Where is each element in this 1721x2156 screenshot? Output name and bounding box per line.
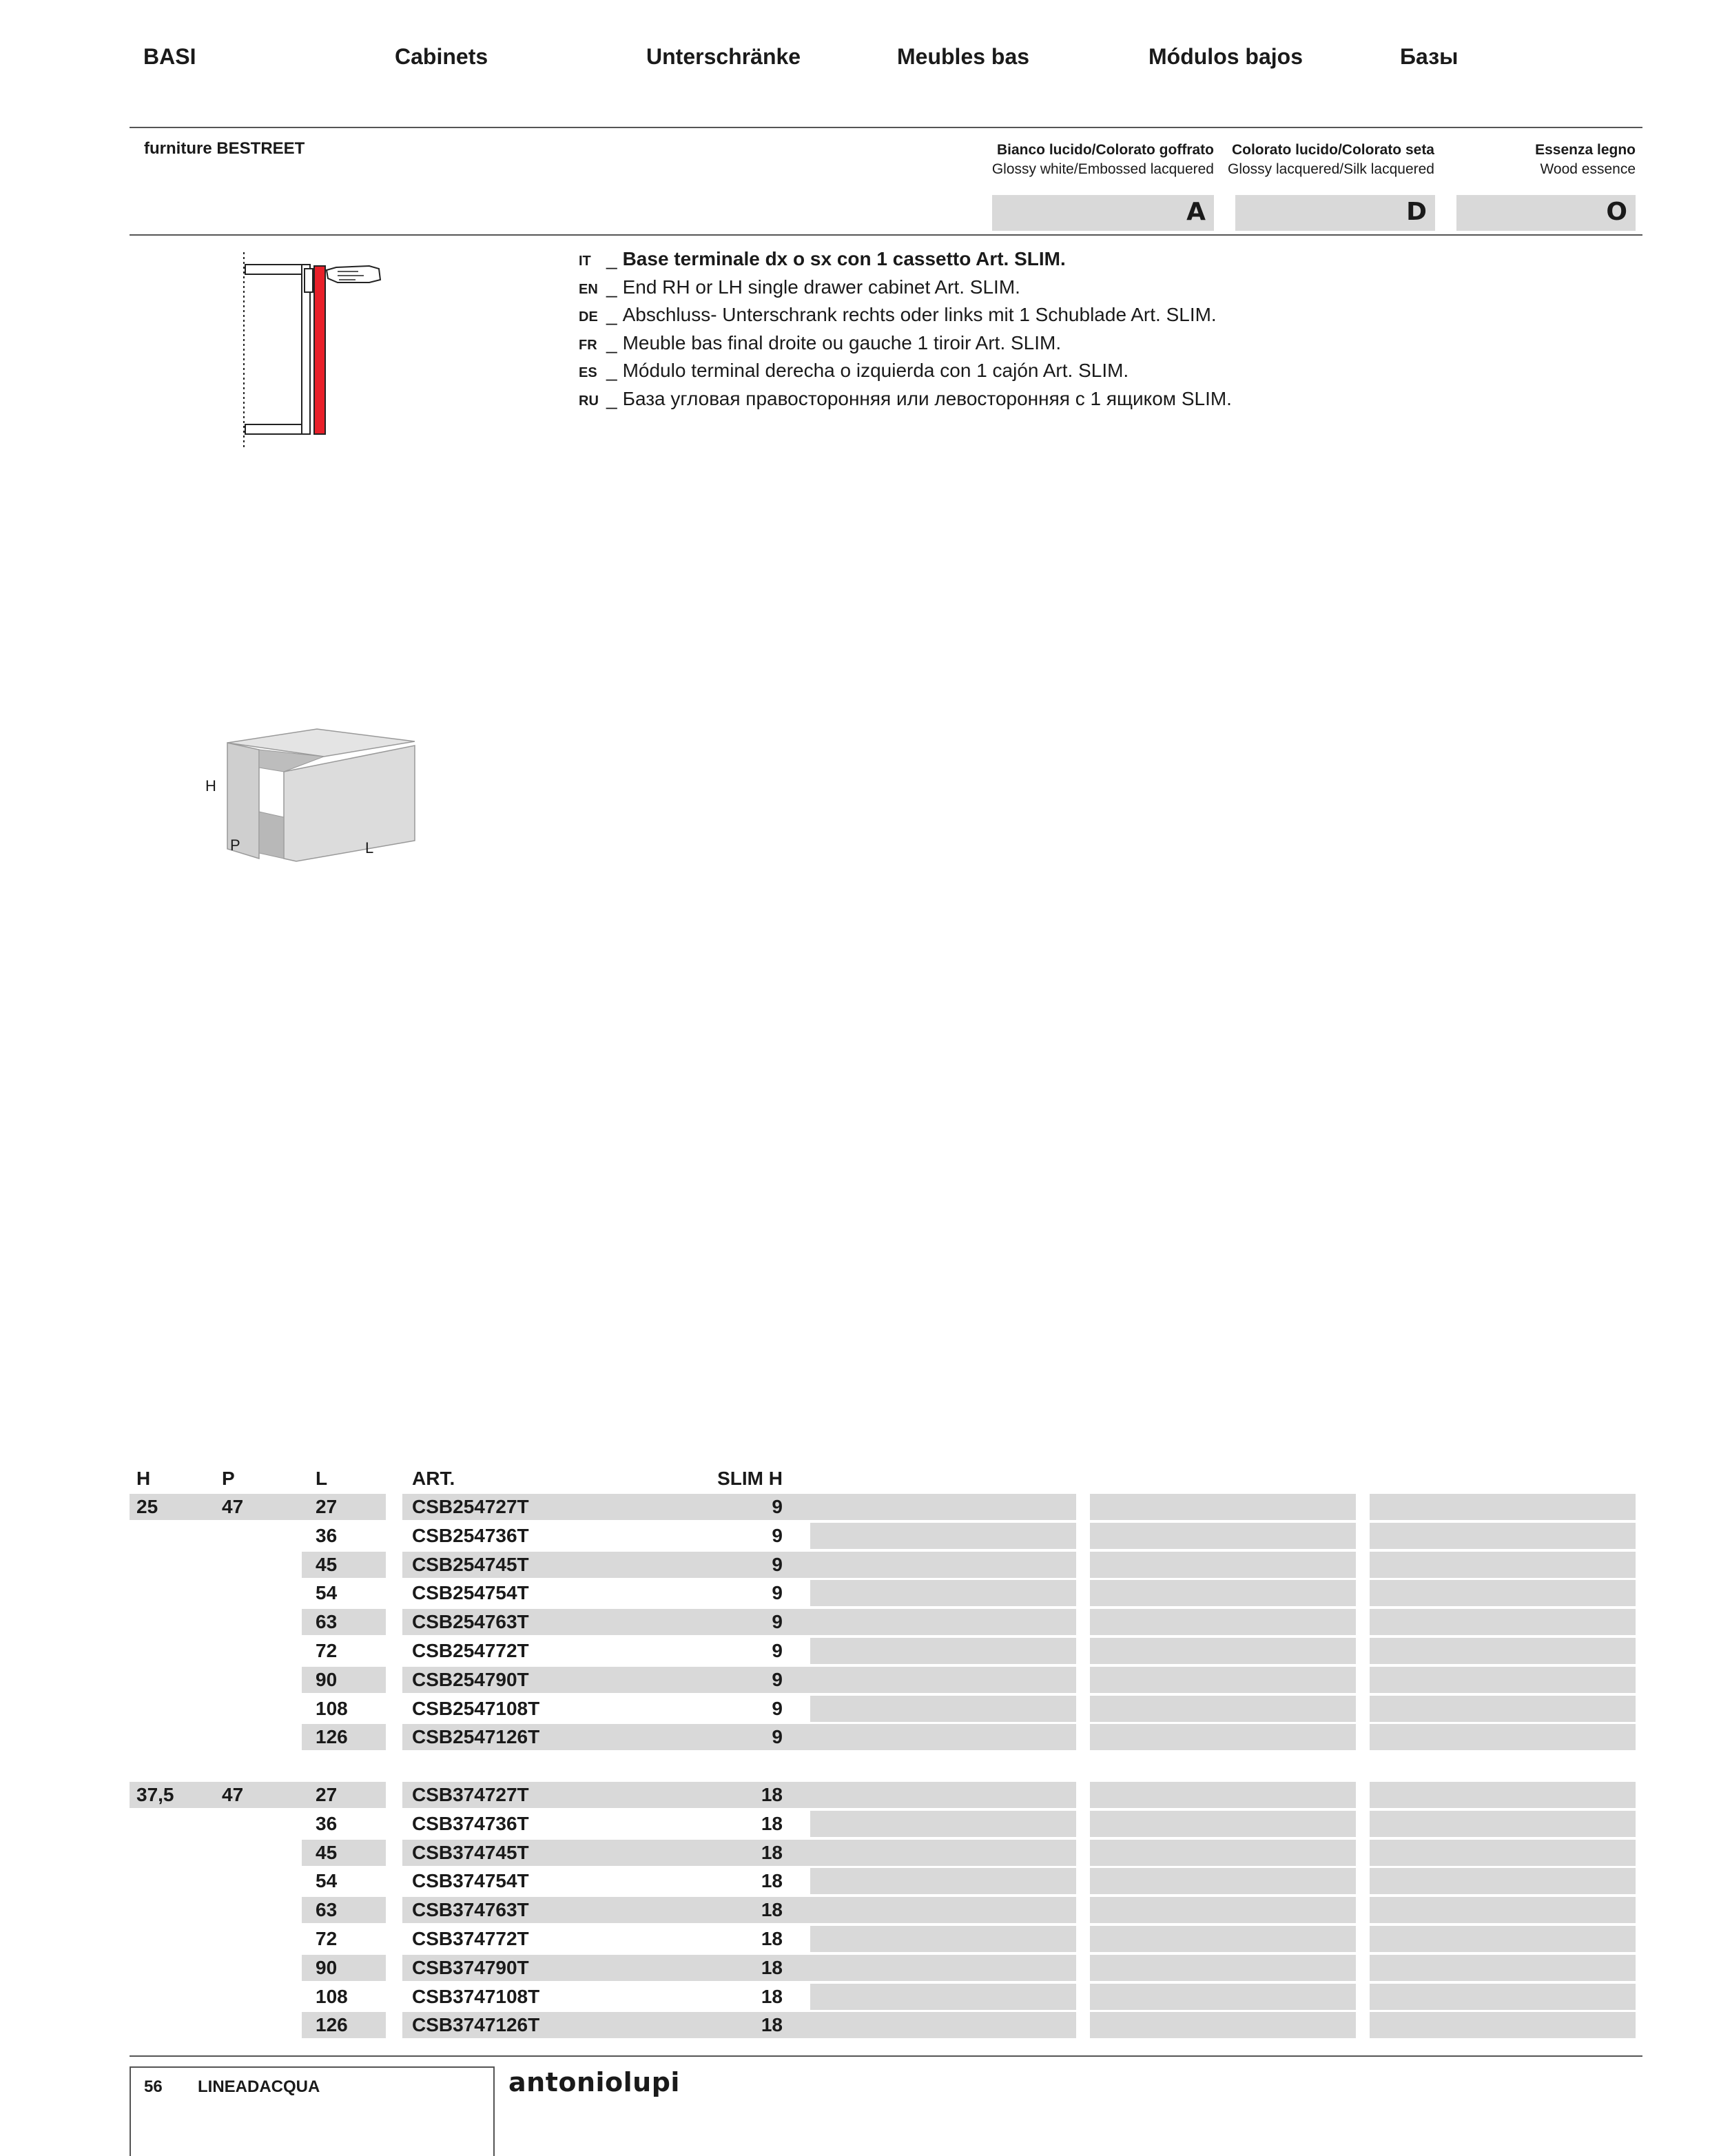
row-shade (1090, 1696, 1356, 1722)
cell-art: CSB2547108T (412, 1697, 540, 1719)
description-list (579, 248, 1232, 415)
row-shade (1090, 1782, 1356, 1808)
row-shade (1370, 1897, 1636, 1923)
row-shade (1090, 1552, 1356, 1578)
row-shade (1370, 1955, 1636, 1981)
row-shade (810, 1552, 1076, 1578)
finish-code-box-d (1235, 195, 1435, 231)
table-row (130, 1494, 1642, 1520)
row-shade (810, 1782, 1076, 1808)
cell-slim: 9 (772, 1697, 783, 1719)
row-shade (1370, 1724, 1636, 1750)
section-title-it: BASI (143, 44, 196, 69)
row-shade (1370, 1609, 1636, 1635)
cell-h: 37,5 (136, 1784, 174, 1805)
row-shade (1370, 1696, 1636, 1722)
row-shade (1090, 1494, 1356, 1520)
cell-slim: 9 (772, 1640, 783, 1661)
brand-logo: antoniolupi (508, 2067, 680, 2097)
cabinet-drawing-icon (220, 723, 420, 868)
cell-slim: 9 (772, 1524, 783, 1546)
table-row (130, 1782, 1642, 1808)
cell-l: 108 (316, 1697, 348, 1719)
cell-slim: 18 (761, 1928, 783, 1949)
cell-slim: 18 (761, 1899, 783, 1921)
row-shade (1370, 1523, 1636, 1549)
table-row (130, 1523, 1642, 1549)
col-header-art: ART. (412, 1468, 455, 1489)
section-title-fr: Meubles bas (897, 44, 1030, 69)
cell-h: 25 (136, 1496, 158, 1517)
table-row (130, 1580, 1642, 1606)
table-row (130, 1840, 1642, 1866)
col-header-h: H (136, 1468, 151, 1489)
table-row (130, 1667, 1642, 1693)
description-es: ES _ Módulo terminal derecha o izquierda con 1 cajón Art. SLIM. (579, 360, 1129, 381)
row-shade (302, 1897, 386, 1923)
row-shade (1090, 1580, 1356, 1606)
cell-art: CSB374763T (412, 1899, 529, 1921)
cell-p: 47 (222, 1784, 244, 1805)
cell-l: 27 (316, 1496, 338, 1517)
description-ru: RU _ База угловая правосторонняя или левосторонняя с 1 ящиком SLIM. (579, 387, 1232, 409)
finish-label-o (1535, 141, 1636, 179)
table-row (130, 2012, 1642, 2038)
cell-slim: 18 (761, 1956, 783, 1978)
cell-slim: 18 (761, 1985, 783, 2007)
row-shade (1090, 1984, 1356, 2010)
table-row (130, 1609, 1642, 1635)
row-shade (302, 1955, 386, 1981)
cell-art: CSB374790T (412, 1956, 529, 1978)
row-shade (810, 1868, 1076, 1894)
cell-art: CSB374772T (412, 1928, 529, 1949)
col-header-p: P (222, 1468, 235, 1489)
row-shade (1090, 2012, 1356, 2038)
collection-name: LINEADACQUA (198, 2077, 320, 2096)
finish-code-box-o (1456, 195, 1636, 231)
table-row (130, 1984, 1642, 2010)
cell-l: 72 (316, 1640, 338, 1661)
cell-art: CSB374754T (412, 1870, 529, 1892)
row-shade (302, 1667, 386, 1693)
dim-label-p: P (230, 836, 240, 854)
table-row (130, 1897, 1642, 1923)
row-shade (1370, 1984, 1636, 2010)
row-shade (1090, 1724, 1356, 1750)
finish-d-line1: Colorato lucido/Colorato seta (1231, 142, 1434, 158)
row-shade (1370, 1552, 1636, 1578)
cell-l: 36 (316, 1812, 338, 1834)
row-shade (1090, 1868, 1356, 1894)
row-shade (1090, 1523, 1356, 1549)
description-en: EN _ End RH or LH single drawer cabinet Art. SLIM. (579, 276, 1020, 298)
cell-art: CSB374736T (412, 1812, 529, 1834)
cell-slim: 18 (761, 1812, 783, 1834)
table-row (130, 1724, 1642, 1750)
cell-slim: 9 (772, 1611, 783, 1633)
cell-art: CSB254790T (412, 1668, 529, 1690)
table-row (130, 1696, 1642, 1722)
row-shade (1370, 1782, 1636, 1808)
table-row (130, 1638, 1642, 1664)
row-shade (810, 1811, 1076, 1837)
cell-slim: 9 (772, 1553, 783, 1575)
row-shade (1090, 1897, 1356, 1923)
row-shade (302, 1609, 386, 1635)
finish-code-a: A (1186, 198, 1206, 226)
table-row (130, 1552, 1642, 1578)
row-shade (1090, 1638, 1356, 1664)
finish-o-line2: Wood essence (1540, 161, 1636, 177)
section-title-ru: Базы (1400, 44, 1459, 69)
finish-divider (130, 234, 1642, 236)
cell-art: CSB254736T (412, 1524, 529, 1546)
row-shade (1370, 1868, 1636, 1894)
cell-slim: 18 (761, 1841, 783, 1863)
cell-l: 54 (316, 1870, 338, 1892)
section-title-de: Unterschränke (646, 44, 801, 69)
row-shade (810, 1840, 1076, 1866)
cell-p: 47 (222, 1496, 244, 1517)
row-shade (1090, 1667, 1356, 1693)
row-shade (1090, 1609, 1356, 1635)
row-shade (1090, 1811, 1356, 1837)
row-shade (1090, 1926, 1356, 1952)
description-fr: FR _ Meuble bas final droite ou gauche 1 tiroir Art. SLIM. (579, 331, 1062, 353)
cell-slim: 18 (761, 2014, 783, 2036)
dim-label-l: L (365, 839, 374, 856)
cell-l: 63 (316, 1611, 338, 1633)
row-shade (1370, 1667, 1636, 1693)
cell-slim: 18 (761, 1870, 783, 1892)
row-shade (302, 1552, 386, 1578)
table-row (130, 1955, 1642, 1981)
row-shade (810, 1984, 1076, 2010)
description-it: IT _ Base terminale dx o sx con 1 cassetto Art. SLIM. (579, 248, 1066, 269)
cell-l: 54 (316, 1582, 338, 1604)
row-shade (1370, 1580, 1636, 1606)
table-row (130, 1811, 1642, 1837)
cell-l: 27 (316, 1784, 338, 1805)
row-shade (1090, 1840, 1356, 1866)
finish-label-d (1228, 141, 1434, 179)
row-shade (810, 1667, 1076, 1693)
row-shade (810, 1926, 1076, 1952)
row-shade (1370, 1840, 1636, 1866)
cell-l: 126 (316, 2014, 348, 2036)
cell-art: CSB254727T (412, 1496, 529, 1517)
col-header-slim: SLIM H (717, 1468, 783, 1489)
footer-divider (130, 2055, 1642, 2057)
cell-art: CSB2547126T (412, 1726, 540, 1748)
dim-label-h: H (205, 777, 216, 794)
row-shade (302, 1840, 386, 1866)
cell-art: CSB254763T (412, 1611, 529, 1633)
row-shade (810, 1580, 1076, 1606)
cell-art: CSB254745T (412, 1553, 529, 1575)
cell-l: 108 (316, 1985, 348, 2007)
page-number: 56 (144, 2077, 163, 2096)
cell-art: CSB3747126T (412, 2014, 540, 2036)
row-shade (810, 1494, 1076, 1520)
cell-l: 126 (316, 1726, 348, 1748)
row-shade (1370, 1494, 1636, 1520)
finish-a-line1: Bianco lucido/Colorato goffrato (997, 142, 1214, 158)
row-shade (1370, 1926, 1636, 1952)
cell-l: 72 (316, 1928, 338, 1949)
row-shade (810, 1696, 1076, 1722)
row-shade (810, 1724, 1076, 1750)
row-shade (130, 1494, 386, 1520)
row-shade (1370, 1811, 1636, 1837)
section-title-es: Módulos bajos (1148, 44, 1303, 69)
row-shade (810, 1609, 1076, 1635)
table-row (130, 1926, 1642, 1952)
cell-l: 45 (316, 1553, 338, 1575)
row-shade (810, 1897, 1076, 1923)
cell-l: 90 (316, 1668, 338, 1690)
cell-art: CSB254772T (412, 1640, 529, 1661)
finish-d-line2: Glossy lacquered/Silk lacquered (1228, 161, 1434, 177)
cell-art: CSB254754T (412, 1582, 529, 1604)
section-diagram-icon (234, 248, 393, 455)
finish-a-line2: Glossy white/Embossed lacquered (991, 161, 1214, 177)
cell-slim: 9 (772, 1668, 783, 1690)
row-shade (810, 1638, 1076, 1664)
finish-label-a (992, 141, 1214, 179)
cell-art: CSB3747108T (412, 1985, 540, 2007)
header-divider (130, 127, 1642, 128)
row-shade (1370, 2012, 1636, 2038)
row-shade (1370, 1638, 1636, 1664)
finish-o-line1: Essenza legno (1535, 142, 1636, 158)
cell-slim: 9 (772, 1582, 783, 1604)
cell-l: 45 (316, 1841, 338, 1863)
cell-slim: 9 (772, 1726, 783, 1748)
col-header-l: L (316, 1468, 328, 1489)
row-shade (810, 2012, 1076, 2038)
furniture-label: furniture BESTREET (144, 139, 305, 158)
cell-l: 63 (316, 1899, 338, 1921)
cell-l: 90 (316, 1956, 338, 1978)
row-shade (1090, 1955, 1356, 1981)
finish-code-o: O (1606, 198, 1627, 226)
finish-code-d: D (1406, 198, 1427, 226)
section-title-en: Cabinets (395, 44, 488, 69)
cell-art: CSB374727T (412, 1784, 529, 1805)
cell-art: CSB374745T (412, 1841, 529, 1863)
table-row (130, 1868, 1642, 1894)
cell-slim: 9 (772, 1496, 783, 1517)
cell-l: 36 (316, 1524, 338, 1546)
description-de: DE _ Abschluss- Unterschrank rechts oder links mit 1 Schublade Art. SLIM. (579, 304, 1217, 325)
row-shade (810, 1955, 1076, 1981)
finish-code-box-a (992, 195, 1214, 231)
row-shade (810, 1523, 1076, 1549)
cell-slim: 18 (761, 1784, 783, 1805)
